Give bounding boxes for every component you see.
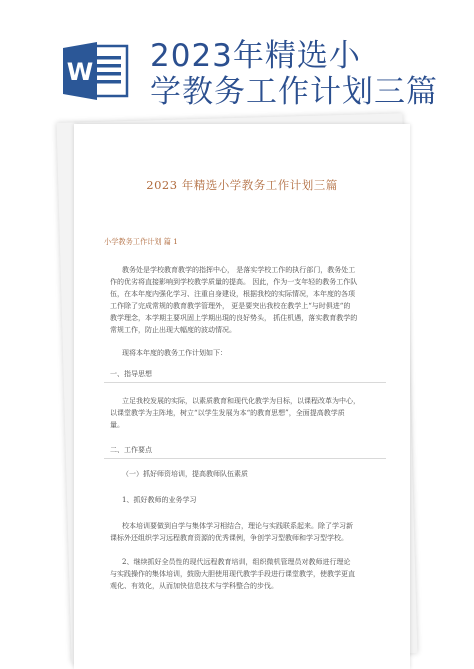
list-item-heading: 1、抓好教师的业务学习 [122, 496, 197, 504]
subsection-heading: （一）抓好师资培训，提高教师队伍素质 [122, 470, 248, 478]
paragraph-line: 常规工作，防止出现大幅度的波动情况。 [110, 326, 236, 334]
document-page [74, 124, 410, 669]
paragraph-line: 作的优劣将直接影响到学校教学质量的提高。 因此，作为一支年轻的教务工作队 [110, 278, 358, 286]
section-heading: 二、工作要点 [110, 446, 152, 454]
paragraph-line: 教学理念，本学期主要巩固上学期出現的良好势头， 抓住机遇，落实教育教学的 [110, 314, 358, 322]
document-subheading: 小学教务工作计划 篇 1 [104, 237, 178, 246]
paragraph-line: 课标外还组织学习远程教育资源的优秀课例，争创学习型教师和学习型学校。 [110, 534, 348, 542]
paragraph-line: 伍，在本年度内强化学习、注重自身建设，根据我校的实际情况，本年度的各项 [110, 290, 355, 298]
paragraph-line: 教务处是学校教育教学的指挥中心， 是落实学校工作的执行部门，教务处工 [122, 266, 356, 274]
paragraph-line: 现将本年度的教务工作计划如下： [122, 349, 227, 357]
section-heading: 一、指导思想 [110, 370, 152, 378]
paragraph-line: 观化、有效化，从而加快信息技术与学科整合的步伐。 [110, 582, 278, 590]
paragraph-line: 工作除了完成常规的教育教学管理外， 更是要突出我校在教学上“与时俱进“的 [110, 302, 351, 310]
document-title: 2023 年精选小学教务工作计划三篇 [146, 178, 338, 192]
paragraph-line: 量。 [110, 421, 124, 429]
paragraph-line: 校本培训要做到自学与集体学习相结合，理论与实践联系起来。除了学习新 [122, 522, 353, 530]
word-document-icon [63, 40, 129, 102]
section-divider [104, 382, 386, 383]
paragraph-line: 与实践操作的集体培训，鼓励大胆使用现代教学手段进行课堂教学，使教学更直 [110, 570, 355, 578]
paragraph-line: 以课堂教学为主阵地，树立“以学生发展为本“的教育思想”，全面提高教学质 [110, 409, 345, 417]
page-title-line-1: 2023年精选小 [150, 38, 361, 74]
banner-header [0, 0, 474, 110]
section-divider [104, 458, 386, 459]
page-title-line-2: 学教务工作计划三篇 [150, 74, 438, 110]
svg-text:W: W [66, 58, 94, 86]
paragraph-line: 2、继续抓好全员性的现代远程教育培训，组织微机管理员对教师进行理论 [122, 558, 351, 566]
paragraph-line: 立足我校发展的实际，以素质教育和现代化教学为目标，以课程改革为中心， [122, 397, 360, 405]
